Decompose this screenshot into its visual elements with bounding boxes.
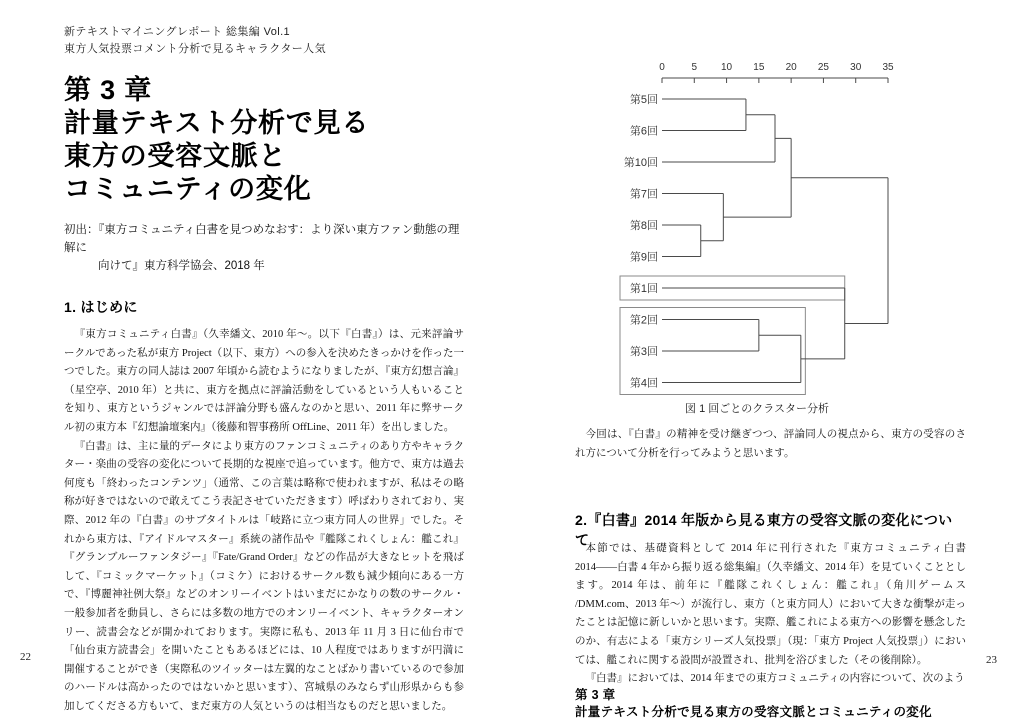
page-right xyxy=(512,0,1024,726)
leaf-label: 第1回 xyxy=(629,283,658,295)
running-footer xyxy=(575,687,932,721)
axis-tick-label: 10 xyxy=(721,62,733,73)
leaf-label: 第10回 xyxy=(623,157,658,169)
axis-tick-label: 5 xyxy=(691,62,698,73)
leaf-label: 第5回 xyxy=(629,94,658,106)
chapter-title-line3: コミュニティの変化 xyxy=(64,174,312,204)
section-1-heading: 1. はじめに xyxy=(64,299,138,315)
cluster-dendrogram-figure xyxy=(612,56,902,401)
leaf-label: 第8回 xyxy=(629,220,658,232)
source-note-line1: 初出：『東方コミュニティ白書を見つめなおす：より深い東方ファン動態の理解に xyxy=(64,224,460,254)
body-paragraph-1: 『東方コミュニティ白書』（久幸繙文、2010 年～。以下『白書』）は、元来評論サークルであった私が東方 Project（以下、東方）への参入を決めたきっかけを作った一つでした。東方の同人誌は 2007 年頃から読むようになりましたが、『東方幻想言論』（星空亭、2010 年）と共に、東方を拠点に評論活動をしているという人もいることを知り、東方というジャンルでは評論分野も盛んなのかと思い、2011 年に弊サークル初の東方本『幻想論壇案内』（後藤和智事務所 OffLine、2011 年）を出しました。 xyxy=(64,329,464,433)
axis-tick-label: 25 xyxy=(817,62,829,73)
source-note-line2: 向けて』東方科学協会、2018 年 xyxy=(98,260,265,272)
cluster-dendrogram xyxy=(612,56,902,401)
body-paragraph-5: 『白書』においては、2014 年までの東方コミュニティの内容について、次のよう xyxy=(585,673,965,685)
chapter-title-line2: 東方の受容文脈と xyxy=(64,141,287,171)
running-head-line1: 新テキストマイニングレポート 総集編 Vol.1 xyxy=(64,26,291,38)
axis-tick-label: 20 xyxy=(785,62,797,73)
leaf-label: 第6回 xyxy=(629,125,658,138)
chapter-title xyxy=(64,74,464,206)
body-paragraph-3: 今回は、『白書』の精神を受け継ぎつつ、評論同人の視点から、東方の受容のされ方について分析を行ってみようと思います。 xyxy=(575,429,966,459)
footer-chapter-title: 計量テキスト分析で見る東方の受容文脈とコミュニティの変化 xyxy=(575,705,932,719)
leaf-label: 第3回 xyxy=(629,346,658,358)
axis-tick-label: 35 xyxy=(882,62,894,73)
body-paragraph-4: 本節では、基礎資料として 2014 年に刊行された『東方コミュニティ白書 2014――白書 4 年から振り返る総集編』（久幸繙文、2014 年）を見ていくこととします。2014 年は、前年に『艦隊これくしょん：艦これ』（角川ゲームス /DMM.com、2013 年～）が流行し、東方（と東方同人）において大きな衝撃が走ったことは記憶に新しいかと思います。実際、艦これによる東方への影響を懸念したのか、有志による「東方シリーズ人気投票」（現：「東方 Project 人気投票」）においては、艦これに関する設問が設置され、批判を浴びました（その後削除）。 xyxy=(575,543,966,666)
footer-chapter-label: 第 3 章 xyxy=(575,688,616,702)
running-head xyxy=(64,24,464,58)
leaf-label: 第4回 xyxy=(629,377,658,390)
page-number-left: 22 xyxy=(20,651,31,663)
figure-caption: 図 1 回ごとのクラスター分析 xyxy=(685,403,829,415)
running-head-line2: 東方人気投票コメント分析で見るキャラクター人気 xyxy=(64,43,326,55)
axis-tick-label: 0 xyxy=(659,62,665,73)
chapter-title-line1: 計量テキスト分析で見る xyxy=(64,108,370,138)
chapter-number: 第 3 章 xyxy=(64,75,153,105)
leaf-label: 第9回 xyxy=(629,251,658,264)
body-paragraph-2: 『白書』は、主に量的データにより東方のファンコミュニティのあり方やキャラクター・楽曲の受容の変化について長期的な視座で追っています。他方で、東方は過去何度も「終わったコンテンツ」（通常、この言葉は略称で使われますが、私はその略称が好きではないので敢えてこう表記させていただきます）呼ばわりされており、実際、2012 年の『白書』のサブタイトルは「岐路に立つ東方同人の世界」でした。それから東方は、『アイドルマスター』系統の諸作品や『艦隊これくしょん：艦これ』『グランブルーファンタジー』『Fate/Grand Order』などの作品が大きなヒットを飛ばして、『コミックマーケット』（コミケ）におけるサークル数も減少傾向にある一方で、『博麗神社例大祭』などのオンリーイベントはいまだにかなりの数のサークル・一般参加者を動員し、さらには多数の地方でのオンリーイベント、キャラクターオンリー、読書会などが開かれております。実際に私も、2013 年 11 月 3 日に仙台市で「仙台東方読書会」を開いたこともあるほどには、10 人程度ではありますが円満に開催することができ（実際私のツイッターは左翼的なことばかり書いているので参加のハードルは高かったのではないかと思います）、宮城県のみならず山形県からも参加してくださる方もいて、まだ東方の人気というのは相当なものだと思いました。 xyxy=(64,440,464,712)
page-number-right: 23 xyxy=(986,654,997,666)
axis-tick-label: 15 xyxy=(753,62,765,73)
section-2-heading: 2.『白書』2014 年版から見る東方の受容文脈の変化について xyxy=(575,512,953,548)
axis-tick-label: 30 xyxy=(850,62,862,73)
source-note xyxy=(64,221,464,275)
leaf-label: 第2回 xyxy=(629,314,658,327)
leaf-label: 第7回 xyxy=(629,188,658,201)
section-2-body xyxy=(575,540,966,689)
